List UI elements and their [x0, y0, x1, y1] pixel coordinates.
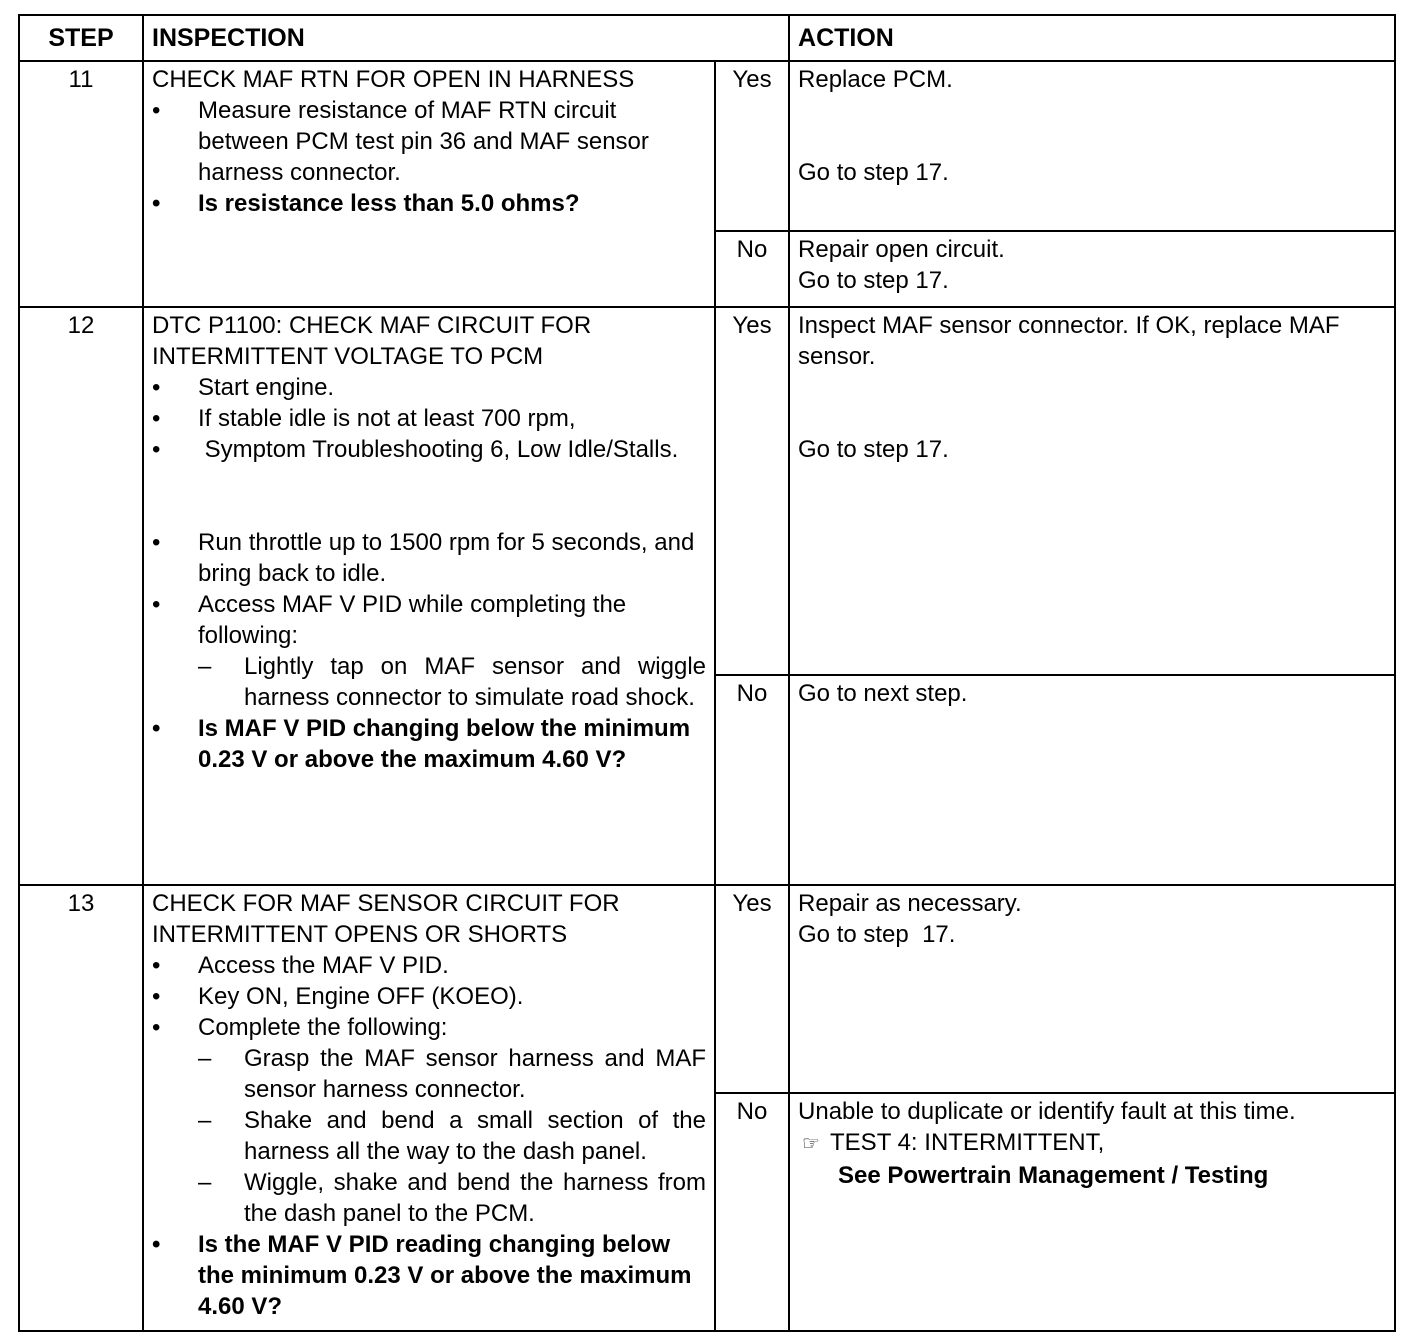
reference-text: TEST 4: INTERMITTENT, — [830, 1129, 1105, 1156]
yes-action-cell — [789, 885, 1395, 1093]
inspection-question: • Is the MAF V PID reading changing below the minimum 0.23 V or above the maximum 4.60 V? — [152, 1229, 706, 1322]
no-action-cell — [789, 1093, 1395, 1331]
inspection-subitem: – Grasp the MAF sensor harness and MAF sensor harness connector. — [152, 1043, 706, 1105]
inspection-cell — [143, 307, 715, 885]
no-label: No — [715, 675, 789, 885]
inspection-subitem: – Wiggle, shake and bend the harness from the dash panel to the PCM. — [152, 1167, 706, 1229]
inspection-title: DTC P1100: CHECK MAF CIRCUIT FOR INTERMITTENT VOLTAGE TO PCM — [152, 312, 592, 370]
no-action: Repair open circuit. — [798, 236, 1005, 263]
yes-label: Yes — [715, 885, 789, 1093]
reference-link: See Powertrain Management / Testing — [838, 1162, 1269, 1189]
yes-goto: Go to step 17. — [798, 159, 949, 186]
header-action: ACTION — [789, 15, 1395, 61]
yes-action: Replace PCM. — [798, 66, 953, 93]
no-action-cell — [789, 675, 1395, 885]
inspection-title: CHECK MAF RTN FOR OPEN IN HARNESS — [152, 66, 635, 93]
yes-label: Yes — [715, 61, 789, 231]
inspection-cell — [143, 885, 715, 1331]
inspection-bullet: • Run throttle up to 1500 rpm for 5 seconds, and bring back to idle. — [152, 527, 706, 589]
yes-action-cell — [789, 307, 1395, 675]
no-action: Go to next step. — [798, 680, 968, 707]
header-step: STEP — [19, 15, 143, 61]
reference-line — [798, 1127, 1386, 1160]
diagnostic-table — [18, 14, 1396, 1332]
inspection-bullet: • Start engine. — [152, 372, 706, 403]
inspection-subitem: – Lightly tap on MAF sensor and wiggle harness connector to simulate road shock. — [152, 651, 706, 713]
no-label: No — [715, 1093, 789, 1331]
inspection-cell — [143, 61, 715, 307]
table-row — [19, 307, 1395, 675]
table-row — [19, 61, 1395, 231]
header-inspection: INSPECTION — [143, 15, 789, 61]
inspection-bullet: • Measure resistance of MAF RTN circuit between PCM test pin 36 and MAF sensor harness connector. — [152, 95, 706, 188]
step-number: 11 — [19, 61, 143, 307]
table-row — [19, 885, 1395, 1093]
inspection-bullet: • Access MAF V PID while completing the following: — [152, 589, 706, 651]
inspection-title: CHECK FOR MAF SENSOR CIRCUIT FOR INTERMITTENT OPENS OR SHORTS — [152, 890, 620, 948]
header-row — [19, 15, 1395, 61]
no-goto: Go to step 17. — [798, 267, 949, 294]
yes-goto: Go to step 17. — [798, 921, 956, 948]
inspection-bullet: • Access the MAF V PID. — [152, 950, 706, 981]
inspection-bullet: • Symptom Troubleshooting 6, Low Idle/Stalls. — [152, 434, 706, 465]
inspection-bullet: • Key ON, Engine OFF (KOEO). — [152, 981, 706, 1012]
yes-goto: Go to step 17. — [798, 436, 949, 463]
inspection-question: • Is MAF V PID changing below the minimum 0.23 V or above the maximum 4.60 V? — [152, 713, 706, 775]
yes-action: Inspect MAF sensor connector. If OK, replace MAF sensor. — [798, 312, 1340, 370]
inspection-question: • Is resistance less than 5.0 ohms? — [152, 188, 706, 219]
no-action: Unable to duplicate or identify fault at this time. — [798, 1098, 1296, 1125]
step-number: 12 — [19, 307, 143, 885]
pointing-hand-icon: ☞ — [802, 1133, 820, 1155]
no-action-cell — [789, 231, 1395, 307]
yes-label: Yes — [715, 307, 789, 675]
inspection-bullet: • Complete the following: — [152, 1012, 706, 1043]
inspection-bullet: • If stable idle is not at least 700 rpm, — [152, 403, 706, 434]
inspection-subitem: – Shake and bend a small section of the harness all the way to the dash panel. — [152, 1105, 706, 1167]
no-label: No — [715, 231, 789, 307]
yes-action-cell — [789, 61, 1395, 231]
yes-action: Repair as necessary. — [798, 890, 1022, 917]
step-number: 13 — [19, 885, 143, 1331]
